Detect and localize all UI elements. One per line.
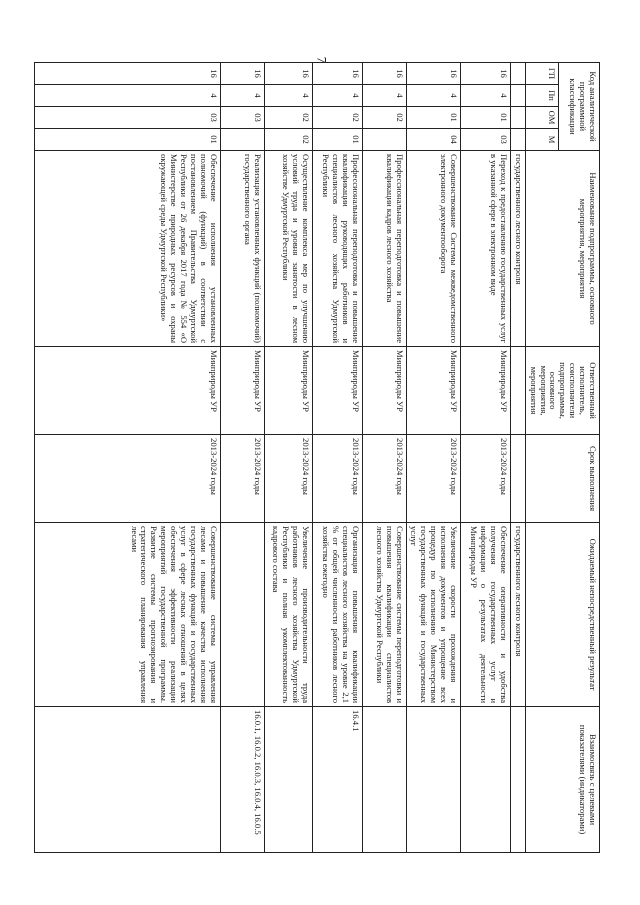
cell-gp: 16: [264, 63, 312, 85]
cell-term: 2013-2024 годы: [220, 435, 264, 523]
cell-term: 2013-2024 годы: [34, 435, 220, 523]
page-number: 7: [314, 56, 330, 64]
cell-m: 04: [406, 129, 460, 151]
cell-result: Обеспечение оперативности и удобства получения государственных услуг и информации о результатах деятельности Минприроды УР: [461, 523, 511, 707]
cell-pp: 4: [461, 85, 511, 107]
cell-pp: 4: [312, 85, 362, 107]
cell-executor: Минприроды УР: [312, 347, 362, 435]
cell-m: [220, 129, 264, 151]
header-executor: Ответственный исполнитель, соисполнители подпрограммы, основного мероприятия, мероприятия: [525, 347, 599, 435]
cell-om: 01: [461, 107, 511, 129]
cell-om: 03: [220, 107, 264, 129]
cell-executor: Минприроды УР: [264, 347, 312, 435]
cell-gp: 16: [461, 63, 511, 85]
program-activities-table: [34, 62, 600, 853]
cell-name: Переход к предоставлению государственных услуг в указанной сфере в электронном виде: [461, 151, 511, 347]
cell-term: 2013-2024 годы: [406, 435, 460, 523]
cell-executor: Минприроды УР: [406, 347, 460, 435]
cell-term: 2013-2024 годы: [461, 435, 511, 523]
header-om: ОМ: [525, 107, 558, 129]
cell-result: Увеличение производительности труда работников лесного хозяйства Удмуртской Республики и полная укомплектованность кадрового состава: [264, 523, 312, 707]
cell-link: [406, 707, 460, 853]
cell-gp: 16: [362, 63, 406, 85]
cell-link: 16.0.1, 16.0.2, 16.0.3, 16.0.4, 16.0.5: [220, 707, 264, 853]
header-result: Ожидаемый непосредственный результат: [525, 523, 599, 707]
cell-executor: Минприроды УР: [362, 347, 406, 435]
continuation-name: государственного лесного контроля: [511, 151, 526, 347]
cell-result: [220, 523, 264, 707]
cell-m: 02: [264, 129, 312, 151]
table-row: [312, 63, 362, 853]
cell-pp: 4: [362, 85, 406, 107]
table-row: [406, 63, 460, 853]
cell-gp: 16: [220, 63, 264, 85]
cell-result: Организация повышения квалификации специалистов лесного хозяйства на уровне 2,1 % от общей численности работников лесного хозяйства ежегодно: [312, 523, 362, 707]
cell-executor: Минприроды УР: [34, 347, 220, 435]
document-table-rotated: [40, 62, 600, 852]
cell-m: [362, 129, 406, 151]
header-name: Наименование подпрограммы, основного мероприятия, мероприятия: [525, 151, 599, 347]
cell-m: 01: [312, 129, 362, 151]
cell-name: Обеспечение исполнения установленных полномочий (функций) в соответствии с постановлением Правительства Удмуртской Республики от 26 декабря 2017 года № 554 «О Министерстве природных ресурсов и охраны окружающей среды Удмуртской Республики»: [34, 151, 220, 347]
cell-gp: 16: [312, 63, 362, 85]
cell-om: 01: [406, 107, 460, 129]
cell-pp: 4: [406, 85, 460, 107]
cell-name: Реализация установленных функций (полномочий) государственного органа: [220, 151, 264, 347]
cell-m: 01: [34, 129, 220, 151]
cell-pp: 4: [264, 85, 312, 107]
cell-result: Совершенствование системы управления лесами и повышение качества исполнения государственных функций и государственных услуг в сфере лесных отношений в целях обеспечения эффективности реализации мероприятий государственной программы. Развитие системы прогнозирования и стратегического планирования управления лесами: [34, 523, 220, 707]
cell-gp: 16: [406, 63, 460, 85]
cell-link: [362, 707, 406, 853]
table-row-continuation: [511, 63, 526, 853]
header-pp: Пп: [525, 85, 558, 107]
cell-name: Профессиональная переподготовка и повышение квалификации руководящих работников и специалистов лесного хозяйства Удмуртской Республики: [312, 151, 362, 347]
table-row: [34, 63, 220, 853]
cell-gp: 16: [34, 63, 220, 85]
table-row: [461, 63, 511, 853]
cell-m: 03: [461, 129, 511, 151]
cell-term: 2013-2024 годы: [312, 435, 362, 523]
header-gp: ГП: [525, 63, 558, 85]
cell-pp: 4: [220, 85, 264, 107]
cell-om: 02: [312, 107, 362, 129]
cell-link: 16.4.1: [312, 707, 362, 853]
continuation-result: государственного лесного контроля: [511, 523, 526, 707]
cell-link: [264, 707, 312, 853]
cell-name: Совершенствование Системы межведомственного электронного документооборота: [406, 151, 460, 347]
cell-executor: Минприроды УР: [461, 347, 511, 435]
cell-name: Осуществление комплекса мер по улучшению условий труда и уровня занятости в лесном хозяйстве Удмуртской Республики: [264, 151, 312, 347]
cell-executor: Минприроды УР: [220, 347, 264, 435]
cell-link: [461, 707, 511, 853]
cell-result: Увеличение скорости прохождения и исполнения документов и упрощение всех процедур по исполнению Министерством государственных функций и государственных услуг: [406, 523, 460, 707]
cell-om: 03: [34, 107, 220, 129]
cell-om: 02: [362, 107, 406, 129]
cell-term: 2013-2024 годы: [264, 435, 312, 523]
header-term: Срок выполнения: [525, 435, 599, 523]
table-row: [220, 63, 264, 853]
cell-result: Совершенствование системы переподготовки и повышения квалификации специалистов лесного хозяйства Удмуртской Республики: [362, 523, 406, 707]
cell-link: [34, 707, 220, 853]
cell-pp: 4: [34, 85, 220, 107]
cell-om: 02: [264, 107, 312, 129]
table-row: [362, 63, 406, 853]
header-link: Взаимосвязь с целевыми показателями (индикаторами): [525, 707, 599, 853]
header-m: М: [525, 129, 558, 151]
table-row: [264, 63, 312, 853]
cell-name: Профессиональная переподготовка и повышение квалификации кадров лесного хозяйства: [362, 151, 406, 347]
cell-term: 2013-2024 годы: [362, 435, 406, 523]
header-code-group: Код аналитической программной классификации: [558, 63, 599, 151]
